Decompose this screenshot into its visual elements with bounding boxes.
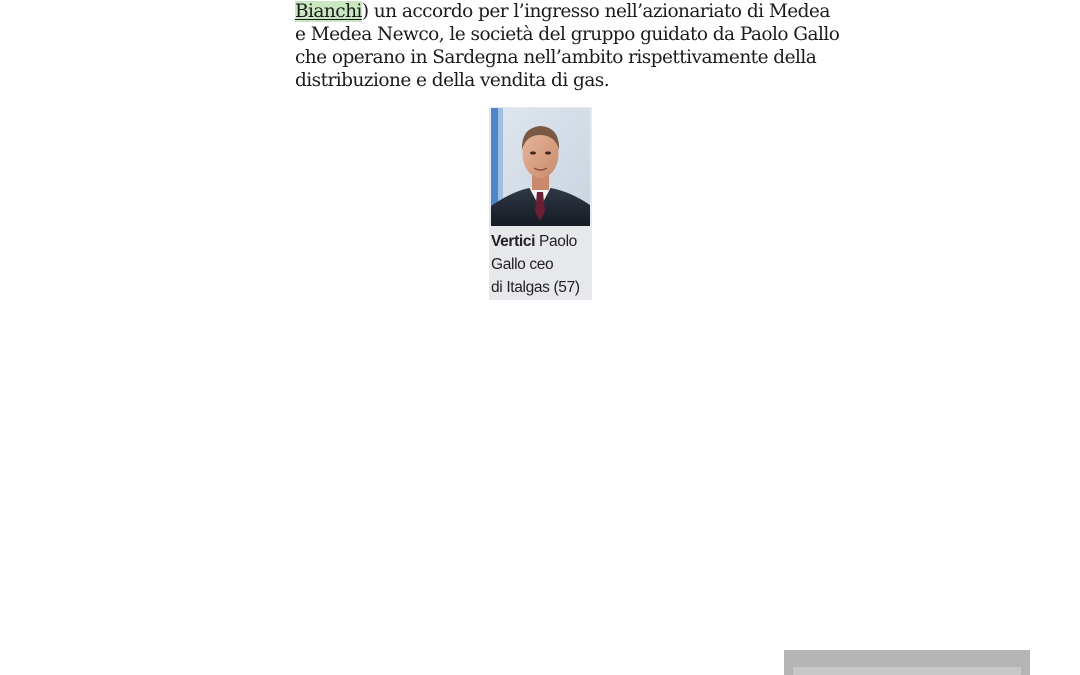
corner-panel[interactable]: [784, 650, 1030, 675]
photo-card: [489, 107, 592, 300]
caption-bold-label: Vertici: [491, 233, 536, 250]
article-line-2: e Medea Newco, le società del gruppo guidato da Paolo Gallo: [295, 24, 840, 45]
caption-line-3: di Italgas (57): [491, 279, 580, 296]
article-body: [295, 0, 840, 92]
article-line-4: distribuzione e della vendita di gas.: [295, 70, 610, 91]
article-line-1: [295, 0, 830, 23]
article-line-3: che operano in Sardegna nell’ambito rispettivamente della: [295, 47, 817, 68]
caption-line-1-text: Paolo: [535, 233, 577, 250]
portrait-image: [491, 108, 590, 226]
photo-caption: [491, 230, 591, 299]
caption-line-2: Gallo ceo: [491, 256, 554, 273]
article-line-1-text: ) un accordo per l’ingresso nell’azionariato di Medea: [361, 1, 830, 22]
corner-panel-inner: [793, 667, 1021, 675]
highlighted-name[interactable]: Bianchi: [295, 1, 362, 22]
caption-line-1: [491, 230, 591, 253]
portrait-photo: [491, 108, 590, 226]
